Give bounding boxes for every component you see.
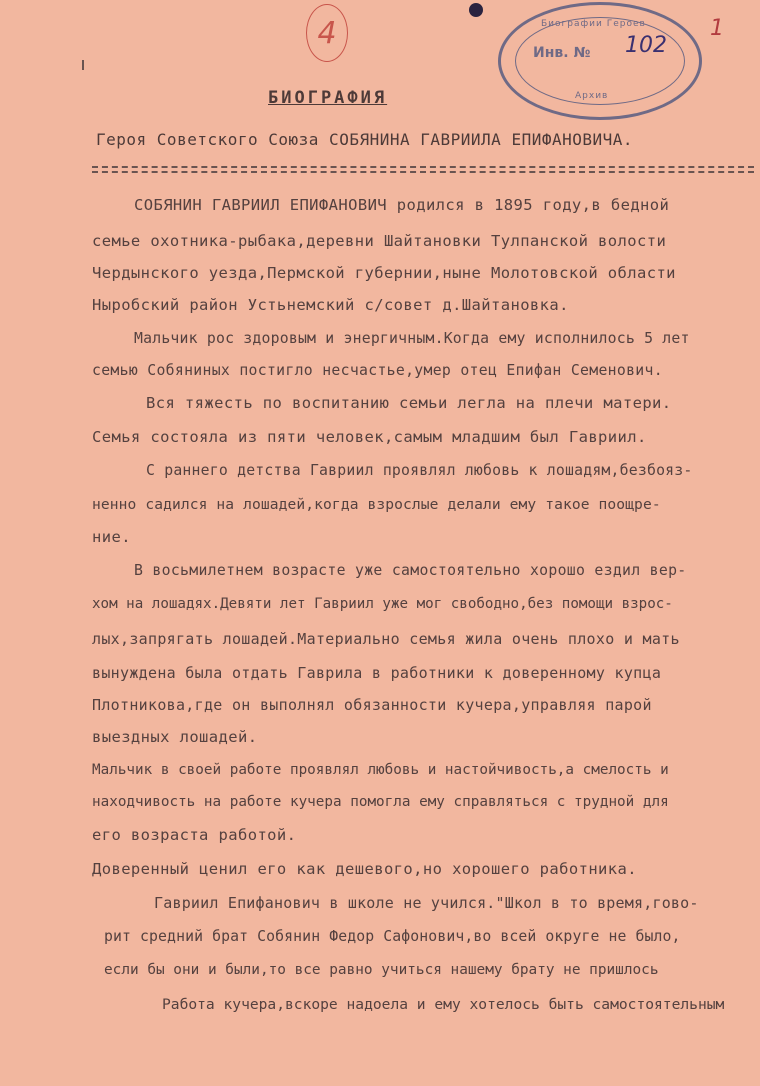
sheet-number	[306, 4, 348, 62]
text-line: Доверенный ценил его как дешевого,но хорошего работника.	[92, 860, 637, 878]
text-line: В восьмилетнем возрасте уже самостоятельно хорошо ездил вер-	[134, 562, 687, 579]
text-line: Мальчик в своей работе проявлял любовь и настойчивость,а смелость и	[92, 762, 669, 778]
stamp-inventory-label: Инв. №	[533, 45, 591, 61]
text-line: Семья состояла из пяти человек,самым младшим был Гавриил.	[92, 428, 647, 446]
text-line: Мальчик рос здоровым и энергичным.Когда ему исполнилось 5 лет	[134, 330, 690, 347]
text-line: ние.	[92, 528, 131, 546]
ink-blot	[469, 3, 483, 17]
sheet-number-text: 4	[317, 15, 337, 51]
document-title: БИОГРАФИЯ	[268, 88, 388, 108]
margin-mark	[82, 60, 84, 70]
text-line: Гавриил Епифанович в школе не учился."Школ в то время,гово-	[154, 894, 699, 912]
document-subtitle: Героя Советского Союза СОБЯНИНА ГАВРИИЛА ЕПИФАНОВИЧА.	[96, 130, 634, 149]
text-line: Вся тяжесть по воспитанию семьи легла на плечи матери.	[146, 394, 672, 412]
stamp-inventory-number: 102	[625, 33, 667, 58]
text-line: С раннего детства Гавриил проявлял любовь к лошадям,безбояз-	[146, 462, 693, 479]
text-line: вынуждена была отдать Гаврила в работники к доверенному купца	[92, 664, 662, 682]
corner-page-number: 1	[710, 16, 724, 41]
archive-stamp	[498, 2, 702, 120]
text-line: находчивость на работе кучера помогла ему справляться с трудной для	[92, 794, 669, 810]
text-line: хом на лошадях.Девяти лет Гавриил уже мог свободно,без помощи взрос-	[92, 596, 673, 612]
text-line: рит средний брат Собянин Федор Сафонович,во всей округе не было,	[104, 928, 681, 945]
text-line: ненно садился на лошадей,когда взрослые делали ему такое поощре-	[92, 496, 661, 513]
text-line: Плотникова,где он выполнял обязанности кучера,управляя парой	[92, 696, 652, 714]
text-line: СОБЯНИН ГАВРИИЛ ЕПИФАНОВИЧ родился в 1895 году,в бедной	[134, 196, 670, 214]
text-line: семье охотника-рыбака,деревни Шайтановки Тулпанской волости	[92, 232, 667, 250]
stamp-top-text: Биографии Героев	[541, 19, 646, 29]
divider-rule-double	[92, 171, 754, 173]
text-line: Ныробский район Устьнемский с/совет д.Шайтановка.	[92, 296, 569, 314]
text-line: его возраста работой.	[92, 826, 297, 844]
text-line: Чердынского уезда,Пермской губернии,ныне Молотовской области	[92, 264, 676, 282]
text-line: если бы они и были,то все равно учиться нашему брату не пришлось	[104, 962, 659, 978]
text-line: лых,запрягать лошадей.Материально семья жила очень плохо и мать	[92, 630, 680, 648]
text-line: семью Собяниных постигло несчастье,умер отец Епифан Семенович.	[92, 362, 663, 379]
text-line: Работа кучера,вскоре надоела и ему хотелось быть самостоятельным	[162, 996, 725, 1013]
divider-rule	[92, 166, 754, 168]
text-line: выездных лошадей.	[92, 728, 258, 746]
stamp-bottom-text: Архив	[575, 91, 609, 101]
